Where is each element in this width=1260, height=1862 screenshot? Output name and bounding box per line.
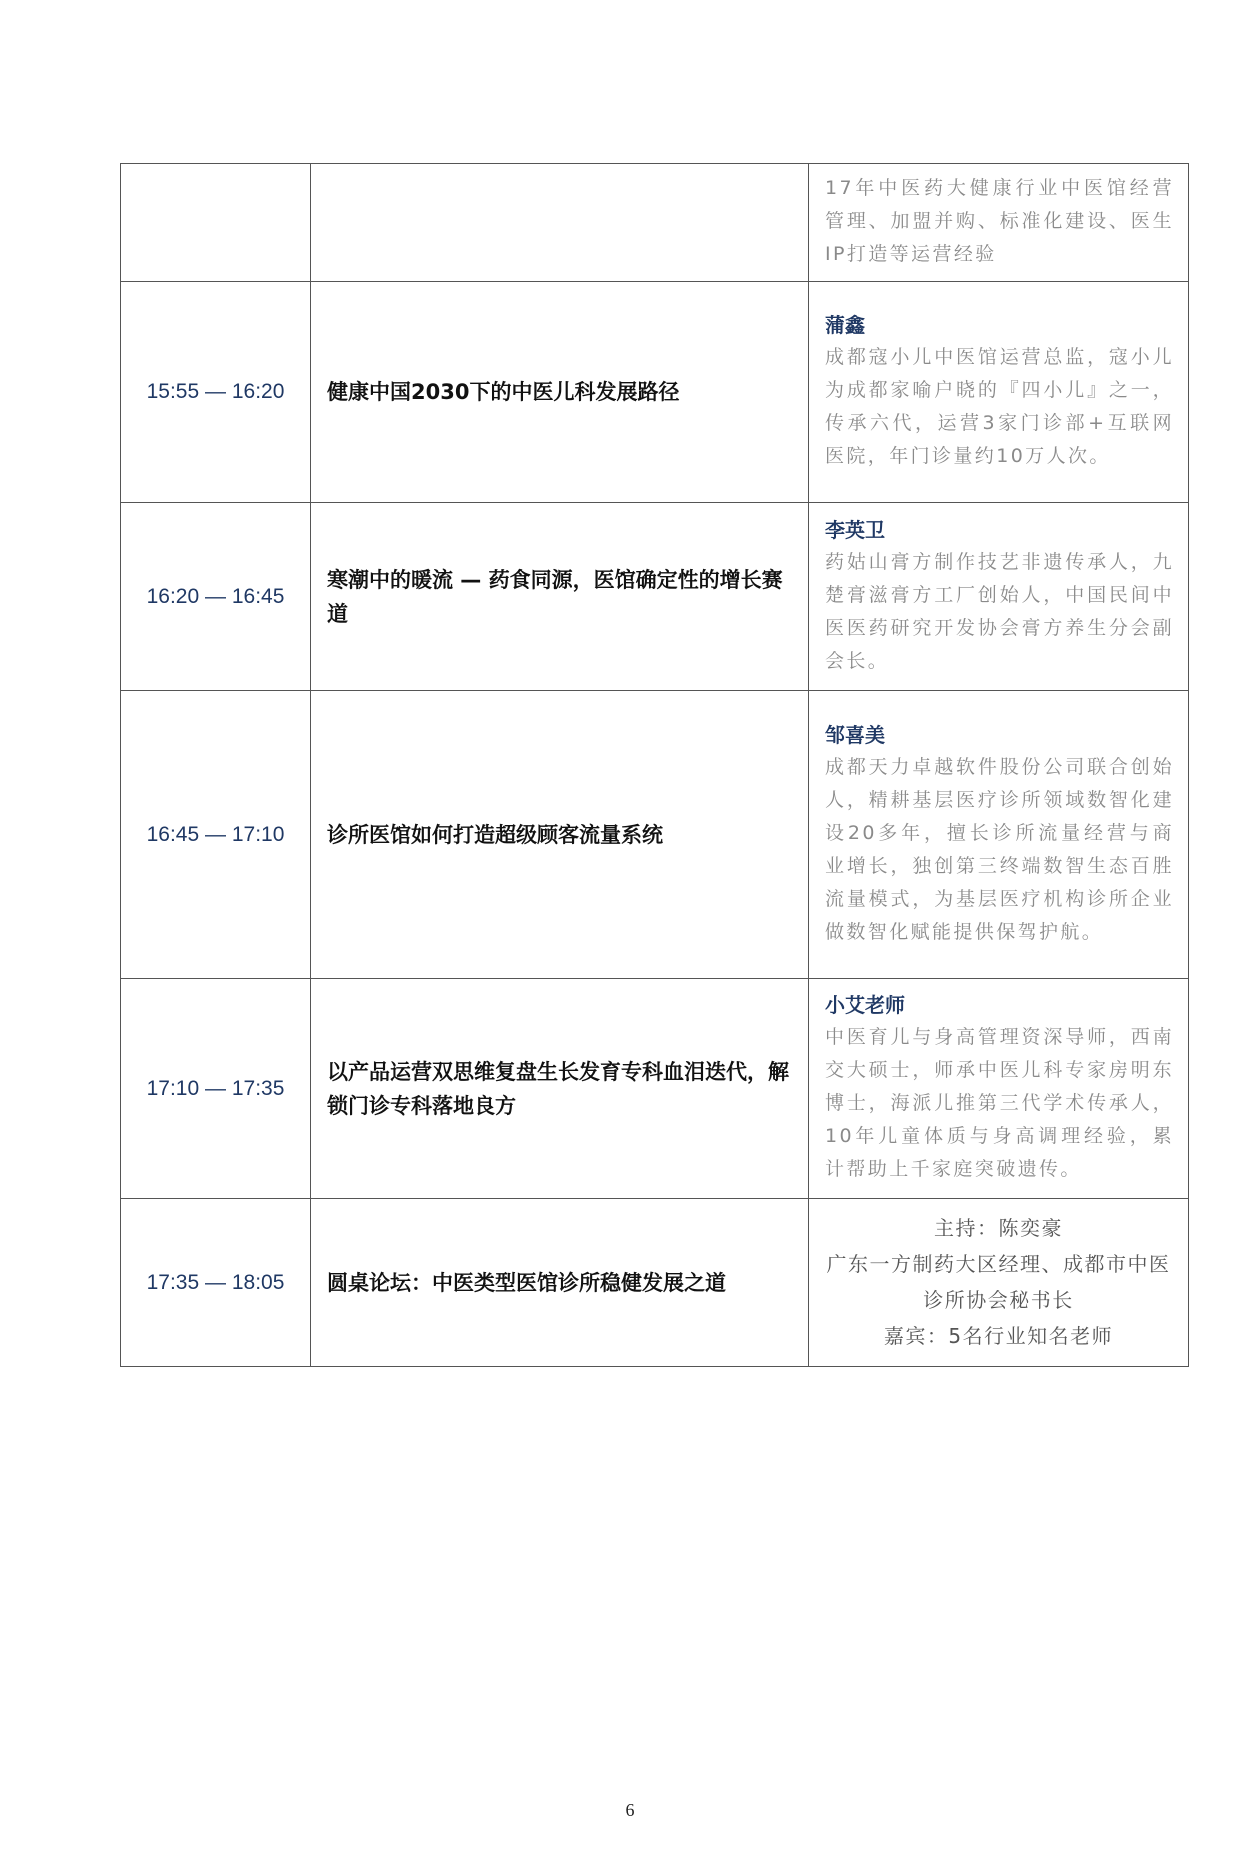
speaker-name: 蒲鑫: [825, 313, 865, 337]
time-cell: 17:10 — 17:35: [121, 979, 311, 1199]
topic-cell: 诊所医馆如何打造超级顾客流量系统: [311, 691, 809, 979]
speaker-cell: [809, 1199, 1189, 1367]
topic-cell: 以产品运营双思维复盘生长发育专科血泪迭代，解锁门诊专科落地良方: [311, 979, 809, 1199]
agenda-row: [121, 503, 1189, 691]
speaker-bio: 中医育儿与身高管理资深导师，西南交大硕士，师承中医儿科专家房明东博士，海派儿推第三代学术传承人，10年儿童体质与身高调理经验，累计帮助上千家庭突破遗传。: [825, 1026, 1174, 1180]
host-line: 主持：陈奕豪: [934, 1215, 1063, 1240]
time-cell: 16:45 — 17:10: [121, 691, 311, 979]
speaker-name: 李英卫: [825, 517, 885, 542]
speaker-bio: 成都天力卓越软件股份公司联合创始人，精耕基层医疗诊所领域数智化建设20多年，擅长诊所流量经营与商业增长，独创第三终端数智生态百胜流量模式，为基层医疗机构诊所企业做数智化赋能提供保驾护航。: [825, 755, 1174, 943]
time-cell: [121, 164, 311, 282]
topic-cell: 圆桌论坛：中医类型医馆诊所稳健发展之道: [311, 1199, 809, 1367]
speaker-bio: 成都寇小儿中医馆运营总监，寇小儿为成都家喻户晓的『四小儿』之一，传承六代，运营3家门诊部+互联网医院，年门诊量约10万人次。: [825, 346, 1174, 467]
speaker-bio: 药姑山膏方制作技艺非遗传承人，九楚膏滋膏方工厂创始人，中国民间中医医药研究开发协会膏方养生分会副会长。: [825, 550, 1174, 672]
speaker-cell: [809, 164, 1189, 282]
time-cell: 15:55 — 16:20: [121, 282, 311, 503]
agenda-table: [120, 163, 1189, 1367]
speaker-cell: [809, 503, 1189, 691]
speaker-cell: [809, 282, 1189, 503]
speaker-cell: [809, 691, 1189, 979]
speaker-name: 小艾老师: [825, 993, 905, 1017]
guests-line: 嘉宾：5名行业知名老师: [883, 1323, 1114, 1348]
agenda-row: [121, 164, 1189, 282]
host-title: 广东一方制药大区经理、成都市中医诊所协会秘书长: [826, 1251, 1171, 1312]
page-number: 6: [625, 1800, 635, 1820]
agenda-row: [121, 691, 1189, 979]
agenda-row: [121, 1199, 1189, 1367]
speaker-cell: [809, 979, 1189, 1199]
agenda-row: [121, 979, 1189, 1199]
agenda-row: [121, 282, 1189, 503]
time-cell: 17:35 — 18:05: [121, 1199, 311, 1367]
speaker-bio: 17年中医药大健康行业中医馆经营管理、加盟并购、标准化建设、医生IP打造等运营经验: [825, 177, 1174, 265]
topic-cell: 健康中国2030下的中医儿科发展路径: [311, 282, 809, 503]
time-cell: 16:20 — 16:45: [121, 503, 311, 691]
topic-cell: [311, 164, 809, 282]
topic-cell: 寒潮中的暖流 — 药食同源，医馆确定性的增长赛道: [311, 503, 809, 691]
speaker-name: 邹喜美: [825, 722, 885, 747]
